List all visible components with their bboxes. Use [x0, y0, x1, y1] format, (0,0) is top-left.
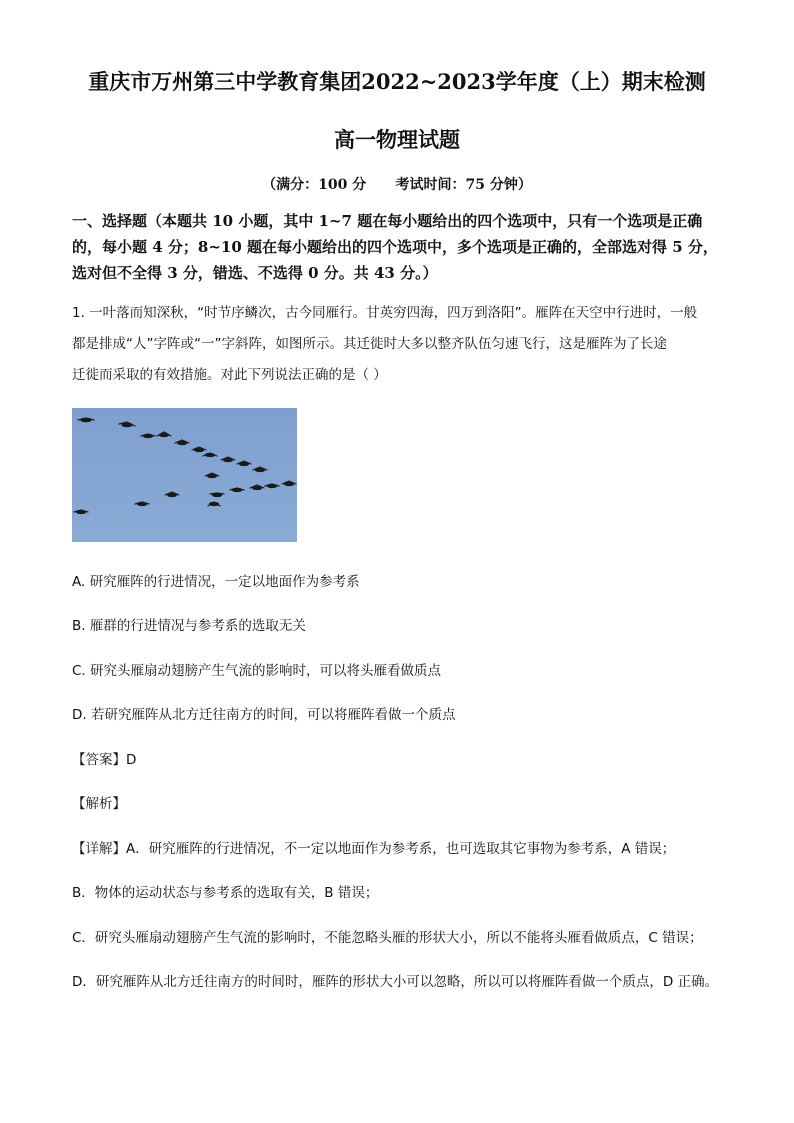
- detail-line: D．研究雁阵从北方迁往南方的时间时，雁阵的形状大小可以忽略，所以可以将雁阵看做一个质点，D 正确。: [72, 974, 719, 990]
- option-c: C. 研究头雁扇动翅膀产生气流的影响时，可以将头雁看做质点: [72, 663, 442, 679]
- geese-flock-photo: [72, 408, 297, 542]
- answer-line: 【答案】D: [72, 752, 137, 768]
- detail-line: C．研究头雁扇动翅膀产生气流的影响时，不能忽略头雁的形状大小，所以不能将头雁看做质点，C 错误；: [72, 930, 703, 946]
- stem-line: 迁徙而采取的有效措施。对此下列说法正确的是（ ）: [72, 367, 387, 383]
- question-1-stem: [72, 298, 732, 391]
- option-b: B. 雁群的行进情况与参考系的选取无关: [72, 618, 306, 634]
- option-a: A. 研究雁阵的行进情况，一定以地面作为参考系: [72, 574, 360, 590]
- section-line: 一、选择题（本题共 10 小题，其中 1~7 题在每小题给出的四个选项中，只有一个选项是正确: [72, 212, 703, 230]
- section-line: 选对但不全得 3 分，错选、不选得 0 分。共 43 分。）: [72, 264, 438, 282]
- option-d: D. 若研究雁阵从北方迁往南方的时间，可以将雁阵看做一个质点: [72, 707, 456, 723]
- detail-line: B．物体的运动状态与参考系的选取有关，B 错误；: [72, 885, 379, 901]
- exam-title: 重庆市万州第三中学教育集团2022~2023学年度（上）期末检测: [88, 69, 706, 94]
- section-line: 的，每小题 4 分；8~10 题在每小题给出的四个选项中，多个选项是正确的，全部选对得 5 分，: [72, 238, 718, 256]
- stem-line: 1. 一叶落而知深秋，“时节序鳞次，古今同雁行。甘英穷四海，四万到洛阳”。雁阵在天空中行进时，一般: [72, 305, 698, 321]
- geese-icon: [72, 408, 297, 542]
- analysis-label: 【解析】: [72, 796, 126, 812]
- exam-subtitle: 高一物理试题: [334, 127, 460, 152]
- detail-line: 【详解】A．研究雁阵的行进情况，不一定以地面作为参考系，也可选取其它事物为参考系，A 错误；: [72, 841, 676, 857]
- stem-line: 都是排成“人”字阵或“一”字斜阵，如图所示。其迁徙时大多以整齐队伍匀速飞行，这是雁阵为了长途: [72, 336, 667, 352]
- section-instructions: [72, 208, 732, 286]
- exam-meta: （满分：100 分 考试时间：75 分钟）: [262, 177, 532, 193]
